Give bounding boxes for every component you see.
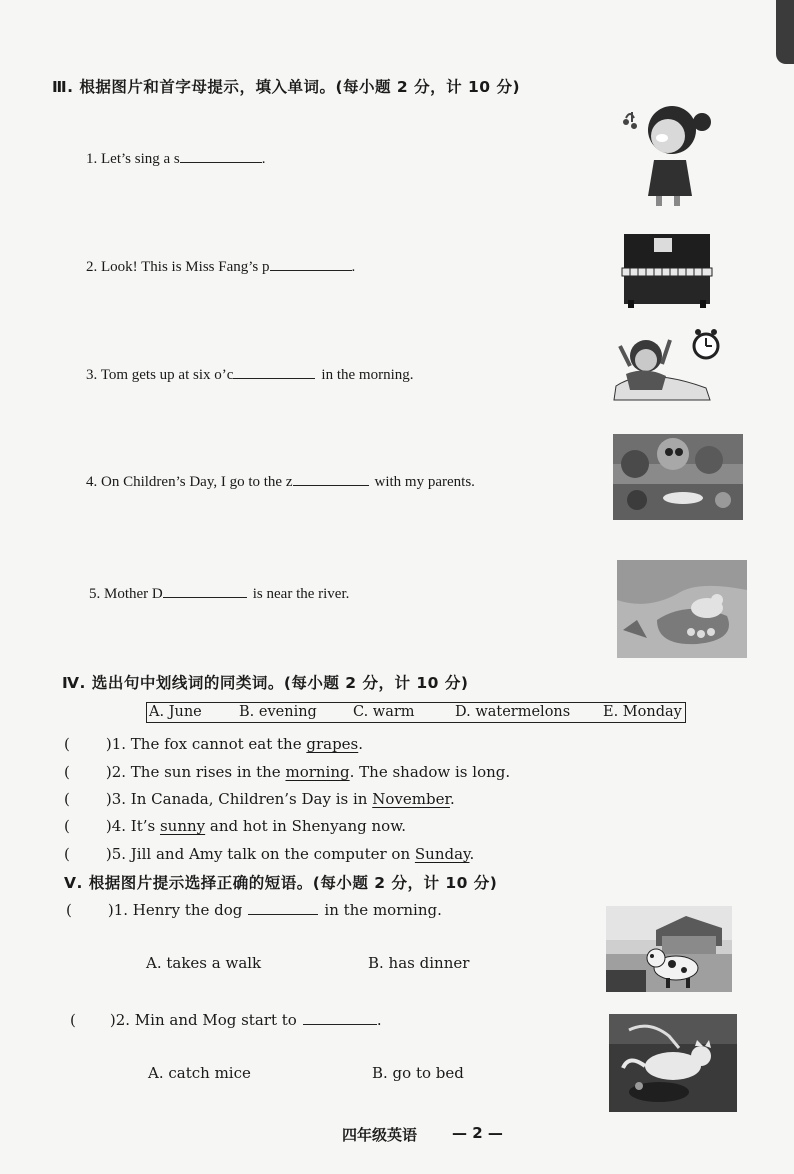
s3-q5-text: 5. Mother D <box>89 586 163 602</box>
s5-q1-option-a[interactable]: A. takes a walk <box>146 954 262 972</box>
s3-q1-blank[interactable] <box>180 148 262 163</box>
s3-question-5 <box>89 583 349 603</box>
s5-q2-end: . <box>376 1011 382 1029</box>
s4-q1-underlined: grapes <box>306 735 359 753</box>
s3-q5-end: is near the river. <box>252 586 350 602</box>
s3-q3-blank[interactable] <box>233 364 315 379</box>
s5-q1-text: )1. Henry the dog <box>107 901 243 919</box>
s5-q2-text: )2. Min and Mog start to <box>109 1011 297 1029</box>
s4-q2-text: )2. The sun rises in the <box>105 763 286 781</box>
s3-question-2 <box>86 256 355 276</box>
section-3-title: Ⅲ. 根据图片和首字母提示，填入单词。(每小题 2 分，计 10 分) <box>52 78 521 96</box>
s4-question-4 <box>64 817 406 835</box>
s3-question-4 <box>86 471 475 491</box>
s3-q2-text: 2. Look! This is Miss Fang’s p <box>86 259 270 275</box>
s4-question-5 <box>64 845 474 863</box>
s4-option-b: B. evening <box>239 704 317 720</box>
s4-q5-text: )5. Jill and Amy talk on the computer on <box>105 845 415 863</box>
s4-option-a: A. June <box>149 704 202 720</box>
corner-tab <box>776 0 794 64</box>
s3-q3-text: 3. Tom gets up at six o’c <box>86 367 234 383</box>
s5-question-1 <box>66 900 442 919</box>
s4-q3-end: . <box>449 790 455 808</box>
s4-q5-underlined: Sunday <box>414 845 470 863</box>
s4-question-3 <box>64 790 455 808</box>
s4-option-c: C. warm <box>353 704 415 720</box>
s4-q4-underlined: sunny <box>159 817 206 835</box>
s4-q1-text: )1. The fox cannot eat the <box>105 735 307 753</box>
s3-q3-end: in the morning. <box>321 367 414 383</box>
s3-q1-end: . <box>261 151 266 167</box>
s4-q3-text: )3. In Canada, Children’s Day is in <box>105 790 373 808</box>
answer-paren[interactable]: ( <box>64 817 70 835</box>
s3-q2-end: . <box>351 259 356 275</box>
s4-q4-text: )4. It’s <box>105 817 160 835</box>
s3-q2-blank[interactable] <box>270 256 352 271</box>
page-number: — 2 — <box>452 1124 503 1142</box>
s4-q2-underlined: morning <box>285 763 350 781</box>
s3-q1-text: 1. Let’s sing a s <box>86 151 180 167</box>
s5-q1-blank[interactable] <box>248 900 318 915</box>
answer-paren[interactable]: ( <box>64 735 70 753</box>
s4-q1-end: . <box>358 735 364 753</box>
s5-q1-option-b[interactable]: B. has dinner <box>368 954 470 972</box>
answer-paren[interactable]: ( <box>64 845 70 863</box>
answer-paren[interactable]: ( <box>70 1011 76 1029</box>
s4-q4-end: and hot in Shenyang now. <box>205 817 407 835</box>
s4-option-box <box>146 702 686 723</box>
answer-paren[interactable]: ( <box>64 763 70 781</box>
s4-q2-end: . The shadow is long. <box>349 763 511 781</box>
dog-walk-image <box>606 906 732 992</box>
section-5-title: Ⅴ. 根据图片提示选择正确的短语。(每小题 2 分，计 10 分) <box>64 874 498 892</box>
s4-option-e: E. Monday <box>603 704 682 720</box>
s3-question-1 <box>86 148 266 168</box>
singing-girl-image <box>612 100 724 212</box>
s3-q4-blank[interactable] <box>293 471 369 486</box>
cat-mice-image <box>609 1014 737 1112</box>
s4-q3-underlined: November <box>372 790 450 808</box>
duck-river-image <box>617 560 747 658</box>
answer-paren[interactable]: ( <box>66 901 72 919</box>
s5-q1-end: in the morning. <box>324 901 442 919</box>
s5-q2-option-b[interactable]: B. go to bed <box>372 1064 464 1082</box>
s3-q4-text: 4. On Children’s Day, I go to the z <box>86 474 293 490</box>
s3-q4-end: with my parents. <box>374 474 475 490</box>
section-4-title: Ⅳ. 选出句中划线词的同类词。(每小题 2 分，计 10 分) <box>62 674 469 692</box>
footer-grade: 四年级英语 <box>342 1126 418 1144</box>
s4-question-2 <box>64 763 510 781</box>
s4-question-1 <box>64 735 363 753</box>
s3-question-3 <box>86 364 414 384</box>
s4-q5-end: . <box>469 845 475 863</box>
s5-q2-option-a[interactable]: A. catch mice <box>148 1064 251 1082</box>
wake-up-boy-image <box>606 326 724 406</box>
piano-image <box>620 230 714 308</box>
s3-q5-blank[interactable] <box>163 583 247 598</box>
answer-paren[interactable]: ( <box>64 790 70 808</box>
s5-q2-blank[interactable] <box>303 1010 377 1025</box>
s4-option-d: D. watermelons <box>455 704 571 720</box>
s5-question-2 <box>70 1010 382 1029</box>
zoo-image <box>613 434 743 520</box>
